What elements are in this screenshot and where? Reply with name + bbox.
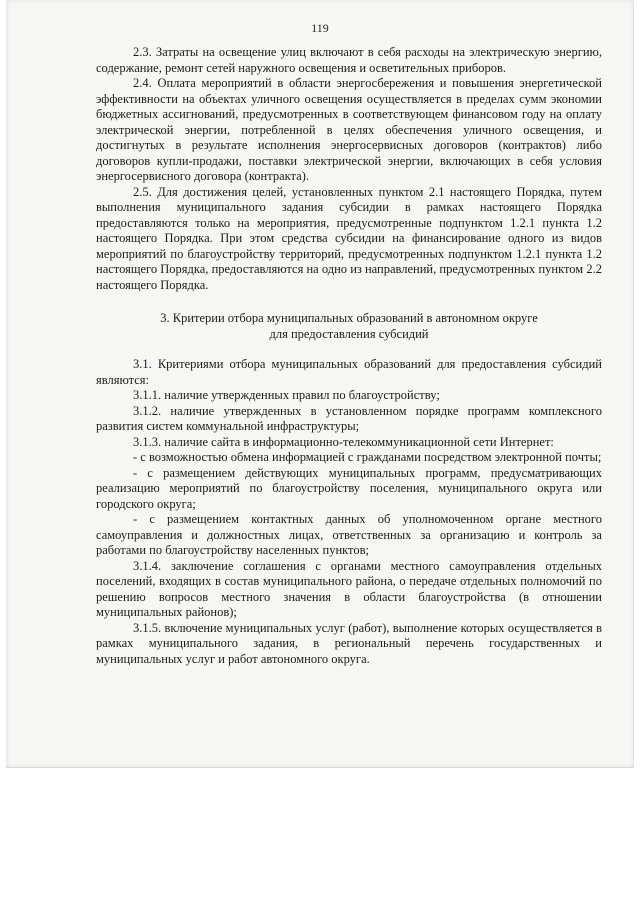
- document-body: [96, 45, 602, 667]
- page-number: 119: [311, 21, 329, 35]
- paragraph-3-1-3-item-programs: - с размещением действующих муниципальных программ, предусматривающих реализацию мероприятий по благоустройству поселения, муниципального округа или городского округа;: [96, 465, 602, 511]
- paragraph-2-4: 2.4. Оплата мероприятий в области энергосбережения и повышения энергетической эффективности на объектах уличного освещения осуществляется в пределах сумм экономии бюджетных ассигнований, предусмотренных в соответствующем финансовом году на оплату электрической энергии, потребленной в целях обеспечения уличного освещения, и достигнутых в результате исполнения энергосервисных договоров (контрактов) либо договоров купли-продажи, поставки электрической энергии, включающих в себя условия энергосервисного договора (контракта).: [96, 76, 602, 183]
- section-3-heading: [96, 311, 602, 342]
- section-3-heading-line-2: для предоставления субсидий: [269, 326, 429, 341]
- paragraph-3-1-1: 3.1.1. наличие утвержденных правил по благоустройству;: [133, 388, 440, 402]
- paragraph-2-3: 2.3. Затраты на освещение улиц включают в себя расходы на электрическую энергию, содержание, ремонт сетей наружного освещения и осветительных приборов.: [96, 45, 602, 75]
- paragraph-3-1-3: 3.1.3. наличие сайта в информационно-телекоммуникационной сети Интернет:: [133, 434, 554, 449]
- paragraph-3-1-5: 3.1.5. включение муниципальных услуг (работ), выполнение которых осуществляется в рамках муниципального задания, в региональный перечень государственных и муниципальных услуг и работ автономного округа.: [96, 620, 602, 666]
- paragraph-3-1-3-item-email: - с возможностью обмена информацией с гражданами посредством электронной почты;: [133, 450, 602, 464]
- paragraph-3-1-4: 3.1.4. заключение соглашения с органами местного самоуправления отдельных поселений, входящих в состав муниципального района, о передаче отдельных полномочий по решению вопросов местного значения в области благоустройства (в отношении муниципальных районов);: [96, 558, 602, 619]
- paragraph-3-1-2: 3.1.2. наличие утвержденных в установленном порядке программ комплексного развития систем коммунальной инфраструктуры;: [96, 403, 602, 433]
- paragraph-3-1-3-item-contacts: - с размещением контактных данных об уполномоченном органе местного самоуправления и должностных лицах, ответственных за организацию и контроль за работами по благоустройству населенных пунктов;: [96, 512, 602, 557]
- section-3-heading-line-1: 3. Критерии отбора муниципальных образований в автономном округе: [160, 311, 538, 325]
- paragraph-3-1: 3.1. Критериями отбора муниципальных образований для предоставления субсидий являются:: [96, 357, 602, 387]
- paragraph-2-5: 2.5. Для достижения целей, установленных пунктом 2.1 настоящего Порядка, путем выполнения муниципального задания субсидии в рамках настоящего Порядка предоставляются только на мероприятия, предусмотренные подпунктом 1.2.1 пункта 1.2 настоящего Порядка. При этом средства субсидии на финансирование одного из видов мероприятий по благоустройству территорий, предусмотренных подпунктом 1.2.1 пункта 1.2 настоящего Порядка, предоставляются на одно из направлений, предусмотренных пунктом 2.2 настоящего Порядка.: [96, 184, 602, 292]
